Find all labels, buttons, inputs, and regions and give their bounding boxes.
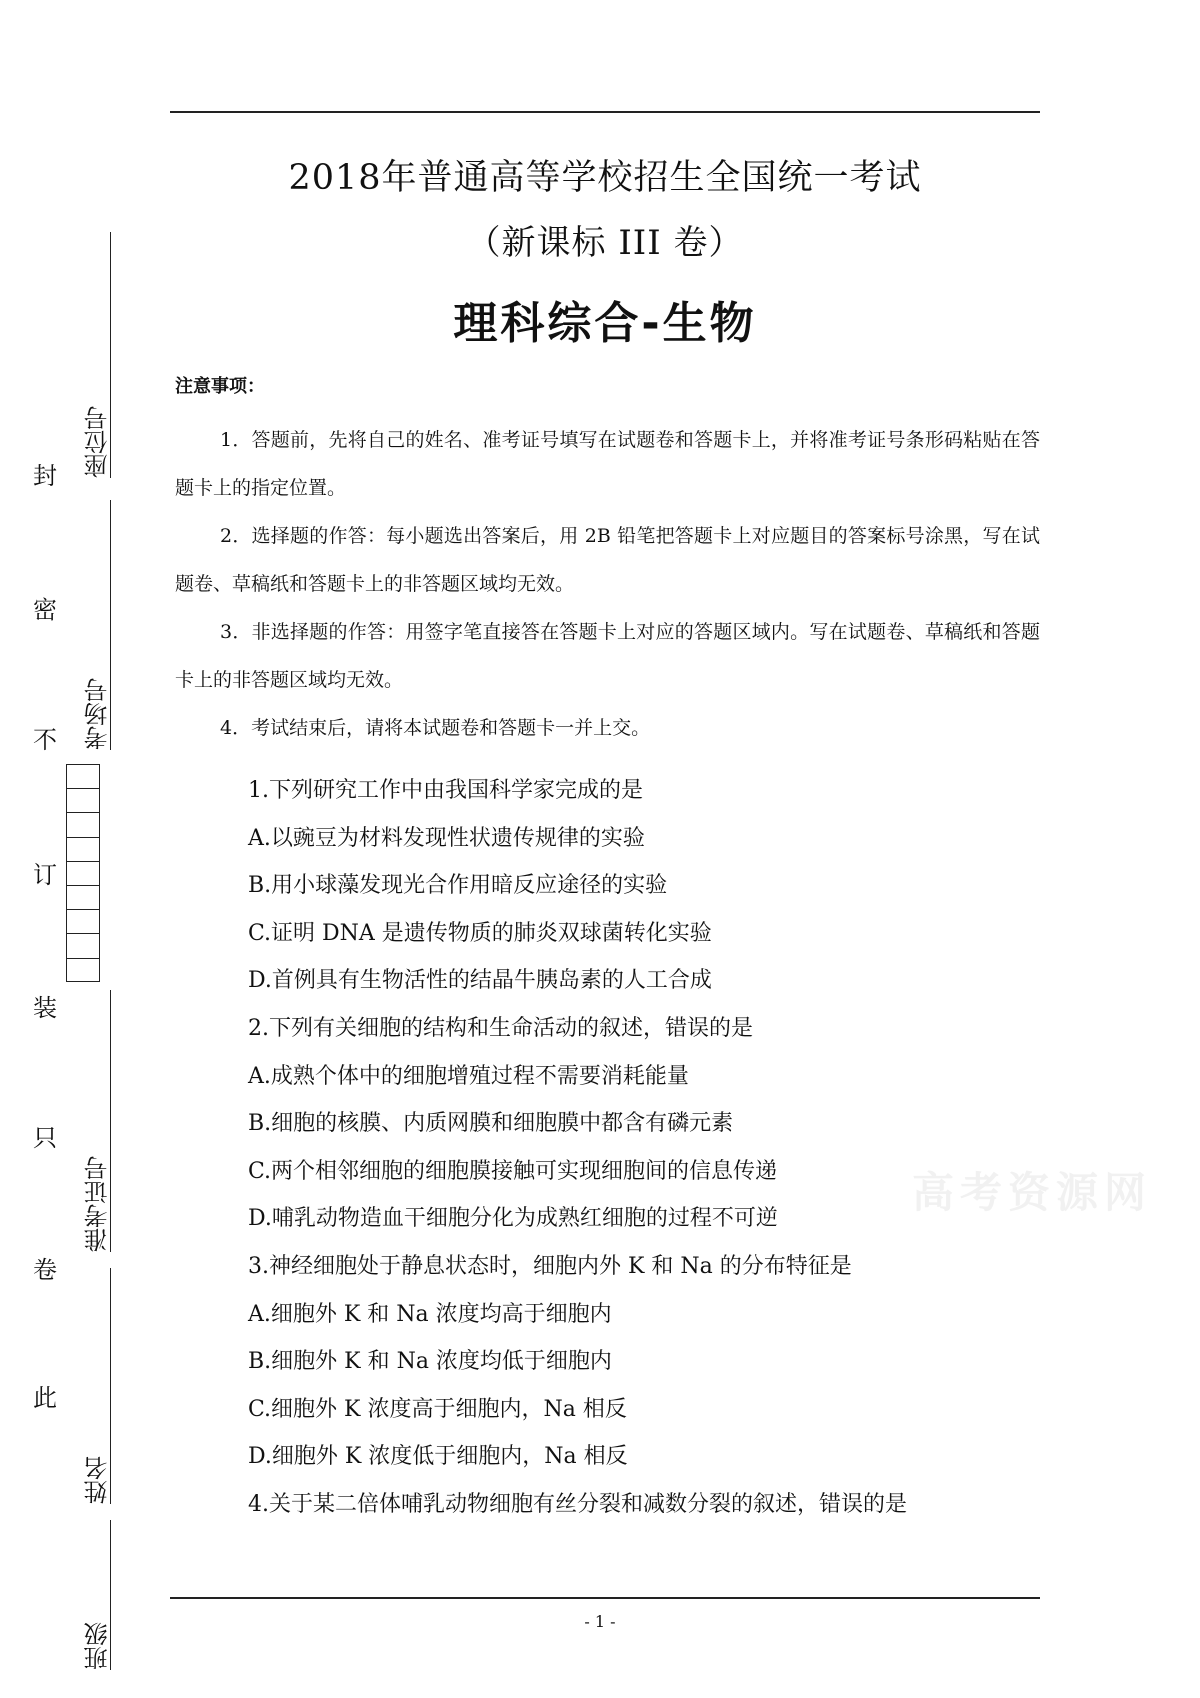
name-label: 姓名 — [84, 1456, 112, 1504]
admission-number-field[interactable] — [80, 990, 111, 1252]
seal-char: 装 — [33, 994, 57, 1022]
seal-char: 不 — [33, 726, 57, 754]
admission-number-grid[interactable] — [66, 764, 100, 982]
grid-cell[interactable] — [67, 765, 99, 789]
seal-char: 封 — [33, 462, 57, 490]
answer-option: C.证明 DNA 是遗传物质的肺炎双球菌转化实验 — [248, 920, 712, 946]
notes-list — [175, 416, 1040, 752]
seal-char: 只 — [33, 1124, 57, 1152]
admission-number-label: 准考证号 — [84, 1156, 112, 1252]
answer-option: B.细胞的核膜、内质网膜和细胞膜中都含有磷元素 — [248, 1111, 734, 1137]
exam-room-label: 考场号 — [84, 678, 112, 750]
grid-cell[interactable] — [67, 886, 99, 910]
note-item: 2．选择题的作答：每小题选出答案后，用 2B 铅笔把答题卡上对应题目的答案标号涂黑，写在试题卷、草稿纸和答题卡上的非答题区域均无效。 — [175, 525, 1040, 595]
grid-cell[interactable] — [67, 813, 99, 837]
answer-option: A.细胞外 K 和 Na 浓度均高于细胞内 — [248, 1301, 612, 1327]
exam-room-field[interactable] — [80, 500, 111, 750]
note-item: 4．考试结束后，请将本试题卷和答题卡一并上交。 — [220, 717, 651, 739]
grid-cell[interactable] — [67, 910, 99, 934]
grid-cell[interactable] — [67, 838, 99, 862]
answer-option: B.细胞外 K 和 Na 浓度均低于细胞内 — [248, 1349, 612, 1375]
answer-option: C.细胞外 K 浓度高于细胞内，Na 相反 — [248, 1396, 627, 1422]
class-label: 班级 — [84, 1622, 112, 1670]
class-field[interactable] — [80, 1520, 111, 1670]
page-number: - 1 - — [584, 1612, 616, 1631]
note-item: 3．非选择题的作答：用签字笔直接答在答题卡上对应的答题区域内。写在试题卷、草稿纸和答题卡上的非答题区域均无效。 — [175, 621, 1040, 691]
top-divider — [170, 111, 1040, 113]
grid-cell[interactable] — [67, 789, 99, 813]
seal-char: 订 — [33, 861, 57, 889]
seal-char: 此 — [33, 1384, 57, 1412]
question-stem: 2.下列有关细胞的结构和生命活动的叙述，错误的是 — [248, 1015, 753, 1041]
notes-heading: 注意事项： — [175, 376, 265, 397]
grid-cell[interactable] — [67, 862, 99, 886]
watermark: 高考资源网 — [912, 1168, 1153, 1217]
question-stem: 4.关于某二倍体哺乳动物细胞有丝分裂和减数分裂的叙述，错误的是 — [248, 1491, 907, 1517]
question-stem: 1.下列研究工作中由我国科学家完成的是 — [248, 778, 643, 803]
seat-number-label: 座位号 — [84, 406, 112, 478]
seal-char: 密 — [33, 596, 57, 624]
answer-option: A.以豌豆为材料发现性状遗传规律的实验 — [248, 825, 645, 851]
bottom-divider — [170, 1597, 1040, 1599]
answer-option: A.成熟个体中的细胞增殖过程不需要消耗能量 — [248, 1063, 689, 1089]
name-field[interactable] — [80, 1268, 111, 1504]
question-list — [248, 767, 1038, 1529]
seal-char: 卷 — [33, 1256, 57, 1284]
exam-title: 2018年普通高等学校招生全国统一考试 — [288, 158, 922, 198]
note-item: 1．答题前，先将自己的姓名、准考证号填写在试题卷和答题卡上，并将准考证号条形码粘贴在答题卡上的指定位置。 — [175, 429, 1040, 499]
answer-option: C.两个相邻细胞的细胞膜接触可实现细胞间的信息传递 — [248, 1158, 778, 1184]
subject-title: 理科综合-生物 — [453, 298, 757, 349]
answer-option: D.哺乳动物造血干细胞分化为成熟红细胞的过程不可逆 — [248, 1206, 778, 1232]
answer-option: D.首例具有生物活性的结晶牛胰岛素的人工合成 — [248, 968, 712, 994]
seat-number-field[interactable] — [80, 232, 111, 478]
grid-cell[interactable] — [67, 934, 99, 958]
grid-cell[interactable] — [67, 959, 99, 983]
question-stem: 3.神经细胞处于静息状态时，细胞内外 K 和 Na 的分布特征是 — [248, 1253, 852, 1279]
answer-option: B.用小球藻发现光合作用暗反应途径的实验 — [248, 873, 668, 899]
exam-subtitle: （新课标 III 卷） — [466, 223, 744, 263]
answer-option: D.细胞外 K 浓度低于细胞内，Na 相反 — [248, 1444, 628, 1470]
